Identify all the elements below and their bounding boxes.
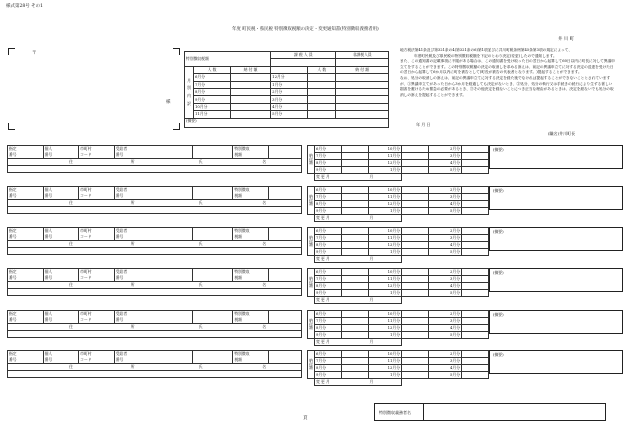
label-month-unit: 月 [369,256,374,262]
month-label: 12月分 [387,242,400,248]
month-label: 10月分 [387,311,400,317]
month-label: 5月分 [449,167,460,173]
amount-side-label [308,146,315,174]
label-designation: 指定 [9,269,17,275]
month-label: 1月分 [389,208,400,214]
label-name-a: 氏 [198,241,203,247]
label-name-a: 氏 [198,282,203,288]
label-address-b: 所 [130,364,135,370]
label-number: 番号 [9,152,17,158]
month-label: 11月分 [387,194,400,200]
label-change-month: 変 更 月 [316,339,330,345]
label-number: 番号 [9,357,17,363]
month-label: 4月分 [449,242,460,248]
label-municipality: 市町村 [80,351,92,357]
side-mark: 付 [309,279,313,285]
month-label: 3月分 [449,153,460,159]
label-recipient: 受給者 [115,311,128,317]
side-mark: 額 [309,283,313,289]
label-special-collection: 特別徴収 [234,351,250,357]
issuer-name: (職名)井川町長 [548,131,576,136]
label-number: 番号 [9,317,17,323]
month-label: 2月分 [449,146,460,152]
notice-paragraph: 年度町民税及び県民税の特別徴収税額を下記のとおり決定(変更)したので通知します。 [414,53,557,58]
month-label: 12月分 [387,283,400,289]
form-number: 様式第28号 その1 [6,4,44,9]
amount-side-label [308,269,315,297]
month-label: 2月分 [449,187,460,193]
label-recipient: 受給者 [115,187,128,193]
label-address-b: 所 [130,241,135,247]
notice-paragraph: なお、処分の取消しの訴えは、前記の異議申立てに対する決定を経た後でなければ提起することができないこととされていますが、①異議申立てがあった日から3か月を経過しても決定がないとき、②処分、処分の執行又は手続きの続行により生ずる著しい損害を避けるため緊急の必要があるとき、③その他決定を経ないことにつき正当な理由があるときは、決定を経ないでも処分の取消しの訴えを提起することができます。 [400,75,614,97]
label-number: 番号 [115,193,124,199]
side-mark: 納 [309,317,313,323]
remarks-box [489,145,623,169]
month-label: 6月分 [316,146,327,152]
side-mark: 納 [309,234,313,240]
label-tax-amount: 税額 [234,275,242,281]
month-label: 10月分 [387,351,400,357]
label-name-b: 名 [262,364,267,370]
label-name-b: 名 [262,324,267,330]
month-label: 6月分 [316,269,327,275]
amount-side-label [308,311,315,339]
month-label: 9月分 [316,167,327,173]
label-month-unit: 月 [369,297,374,303]
month-label: 2月分 [449,351,460,357]
month-label: 1月分 [271,81,308,88]
label-change-month: 変 更 月 [316,297,330,303]
month-label: 5月分 [449,332,460,338]
month-label: 4月分 [449,201,460,207]
label-change-month: 変 更 月 [316,174,330,180]
page-label: 頁 [303,416,308,421]
label-special-collection: 特別徴収 [234,269,250,275]
label-name-b: 名 [262,159,267,165]
side-mark: 額 [309,325,313,331]
label-address-a: 住 [69,241,73,247]
month-label: 12月分 [387,365,400,371]
notice-text [400,48,615,98]
label-number: 番号 [115,152,124,158]
month-label: 7月分 [316,358,327,364]
month-label: 10月分 [387,146,400,152]
month-label: 4月分 [449,365,460,371]
date-line: 年 月 日 [416,122,431,127]
month-label: 5月分 [271,111,308,118]
month-label: 8月分 [316,325,327,331]
remarks-box [489,227,623,251]
label-individual: 個人 [44,351,53,357]
label-special-collection: 特別徴収 [234,311,250,317]
obligor-name-box [374,403,606,421]
label-designation: 指定 [9,187,17,193]
month-label: 9月分 [316,332,327,338]
remarks-label: (摘要) [493,229,504,234]
side-mark: 付 [309,321,313,327]
label-special-collection: 特別徴収 [234,146,250,152]
label-individual: 個人 [44,146,53,152]
label-individual: 個人 [44,269,53,275]
label-designation: 指定 [9,146,17,152]
label-municipality: 市町村 [80,146,92,152]
label-recipient: 受給者 [115,269,128,275]
label-individual: 個人 [44,311,53,317]
monthly-side-label: 月 別 内 訳 [185,66,194,118]
label-number: 番号 [44,193,53,199]
document-title: 年度 町民税・県民税 特別徴収税額の決定・変更通知書(特別徴収義務者用) [232,27,379,32]
side-mark: 納 [309,193,313,199]
month-label: 10月分 [387,228,400,234]
label-name-a: 氏 [198,364,203,370]
label-designation: 指定 [9,228,17,234]
amount-side-label [308,228,315,256]
col-amount-right: 納 付 額 [336,66,389,73]
label-name-a: 氏 [198,200,203,206]
month-label: 6月分 [316,311,327,317]
month-label: 2月分 [449,228,460,234]
label-code: コード [80,193,92,199]
label-name-b: 名 [262,282,267,288]
label-individual: 個人 [44,228,53,234]
label-change-month: 変 更 月 [316,215,330,221]
label-special-collection: 特別徴収 [234,187,250,193]
label-tax-amount: 税額 [234,234,242,240]
month-label: 11月分 [387,153,400,159]
side-mark: 付 [309,197,313,203]
remarks-box [489,310,623,334]
label-number: 番号 [9,275,17,281]
label-address-b: 所 [130,282,135,288]
month-label: 12月分 [387,201,400,207]
honorific: 様 [166,100,171,105]
side-mark: 付 [309,156,313,162]
col-people-right: 人 数 [308,66,336,73]
month-label: 1月分 [389,372,400,378]
month-label: 8月分 [316,242,327,248]
month-label: 6月分 [316,187,327,193]
month-label: 12月分 [271,74,308,81]
label-month-unit: 月 [369,215,374,221]
month-label: 10月分 [194,103,231,110]
label-municipality: 市町村 [80,187,92,193]
amount-side-label [308,351,315,379]
month-label: 3月分 [449,318,460,324]
label-code: コード [80,275,92,281]
month-label: 8月分 [316,160,327,166]
label-number: 番号 [44,152,53,158]
label-municipality: 市町村 [80,311,92,317]
label-name-b: 名 [262,241,267,247]
label-number: 番号 [115,357,124,363]
label-individual: 個人 [44,187,53,193]
label-address-b: 所 [130,200,135,206]
label-address-a: 住 [69,324,73,330]
label-designation: 指定 [9,351,17,357]
label-code: コード [80,357,92,363]
month-label: 11月分 [194,111,231,118]
month-label: 9月分 [194,96,231,103]
city-name: 井 川 町 [558,37,574,42]
total-label: 特別徴収税額 [185,52,271,67]
month-label: 3月分 [271,96,308,103]
label-address-a: 住 [69,282,73,288]
label-change-month: 変 更 月 [316,379,330,385]
month-label: 9月分 [316,372,327,378]
label-number: 番号 [115,317,124,323]
month-label: 8月分 [316,283,327,289]
label-change-month: 変 更 月 [316,256,330,262]
month-label: 1月分 [389,249,400,255]
month-label: 1月分 [389,167,400,173]
label-name-a: 氏 [198,159,203,165]
non-taxed-label: 非課税人員 [336,52,389,59]
month-label: 6月分 [316,228,327,234]
amount-side-label [308,187,315,215]
label-address-a: 住 [69,200,73,206]
label-address-a: 住 [69,364,73,370]
month-label: 7月分 [316,153,327,159]
month-label: 9月分 [316,208,327,214]
label-tax-amount: 税額 [234,193,242,199]
month-label: 12月分 [387,325,400,331]
col-amount-left: 納 付 額 [230,66,270,73]
side-mark: 納 [309,152,313,158]
label-number: 番号 [115,234,124,240]
month-label: 9月分 [316,290,327,296]
label-designation: 指定 [9,311,17,317]
remarks-label: (摘要) [493,188,504,193]
month-label: 12月分 [387,160,400,166]
label-address-b: 所 [130,159,135,165]
label-number: 番号 [44,357,53,363]
label-number: 番号 [44,275,53,281]
side-mark: 付 [309,361,313,367]
side-mark: 納 [309,275,313,281]
label-number: 番号 [9,193,17,199]
label-municipality: 市町村 [80,228,92,234]
month-label: 8月分 [194,88,231,95]
label-municipality: 市町村 [80,269,92,275]
label-special-collection: 特別徴収 [234,228,250,234]
side-mark: 額 [309,160,313,166]
month-label: 2月分 [271,88,308,95]
side-mark: 付 [309,238,313,244]
month-label: 8月分 [316,365,327,371]
side-mark: 額 [309,242,313,248]
label-code: コード [80,317,92,323]
address-block [8,48,180,130]
obligor-label: 特別徴収義務者名 [379,410,411,415]
remarks-label: (摘要) [493,312,504,317]
summary-note: (摘要) [185,118,389,127]
taxed-people-label: 課 税 人 員 [271,52,336,59]
label-month-unit: 月 [369,339,374,345]
remarks-box [489,350,623,374]
month-label: 5月分 [449,249,460,255]
month-label: 6月分 [194,74,231,81]
month-label: 7月分 [316,318,327,324]
month-label: 3月分 [449,276,460,282]
remarks-label: (摘要) [493,270,504,275]
label-address-a: 住 [69,159,73,165]
label-tax-amount: 税額 [234,152,242,158]
side-mark: 納 [309,357,313,363]
month-label: 1月分 [389,290,400,296]
label-recipient: 受給者 [115,351,128,357]
month-label: 5月分 [449,372,460,378]
notice-paragraph: また、この通知書の記載事項に不服がある場合は、この通知書を受け取った日の翌日から起算して60日以内に町長に対して異議申立てをすることができます。この特別徴収税額の決定の取消しを求める訴えは、前記の異議申立てに対する決定の送達を受けた日の翌日から起算して6か月以内に町を被告として(町長が被告の代表者となります。)提起することができます。 [400,59,615,75]
label-name-b: 名 [262,200,267,206]
label-tax-amount: 税額 [234,317,242,323]
month-label: 11月分 [387,276,400,282]
label-number: 番号 [44,234,53,240]
label-number: 番号 [9,234,17,240]
month-label: 2月分 [449,269,460,275]
summary-box [184,51,389,128]
month-label: 4月分 [449,283,460,289]
month-label: 3月分 [449,358,460,364]
month-label: 7月分 [316,276,327,282]
label-number: 番号 [115,275,124,281]
postal-mark: 〒 [32,51,37,56]
month-label: 2月分 [449,311,460,317]
month-label: 4月分 [271,103,308,110]
remarks-label: (摘要) [493,352,504,357]
month-label: 7月分 [194,81,231,88]
label-recipient: 受給者 [115,146,128,152]
month-label: 11月分 [387,235,400,241]
label-month-unit: 月 [369,174,374,180]
month-label: 4月分 [449,325,460,331]
label-name-a: 氏 [198,324,203,330]
label-number: 番号 [44,317,53,323]
label-code: コード [80,234,92,240]
month-label: 3月分 [449,235,460,241]
side-mark: 額 [309,365,313,371]
month-label: 6月分 [316,351,327,357]
month-label: 4月分 [449,160,460,166]
month-label: 11月分 [387,358,400,364]
label-address-b: 所 [130,324,135,330]
month-label: 5月分 [449,290,460,296]
notice-paragraph: 地方税法第41条及び第321条の4(第321条の6)第1項並びに井川町税条例第45条第3項の規定によって、 [400,48,573,52]
month-label: 7月分 [316,235,327,241]
remarks-box [489,186,623,210]
label-tax-amount: 税額 [234,357,242,363]
month-label: 7月分 [316,194,327,200]
month-label: 9月分 [316,249,327,255]
col-people-left: 人 数 [194,66,231,73]
remarks-label: (摘要) [493,147,504,152]
month-label: 10月分 [387,187,400,193]
label-code: コード [80,152,92,158]
month-label: 5月分 [449,208,460,214]
month-label: 10月分 [387,269,400,275]
side-mark: 額 [309,201,313,207]
month-label: 8月分 [316,201,327,207]
remarks-box [489,268,623,292]
month-label: 11月分 [387,318,400,324]
month-label: 1月分 [389,332,400,338]
month-label: 3月分 [449,194,460,200]
label-month-unit: 月 [369,379,374,385]
label-recipient: 受給者 [115,228,128,234]
